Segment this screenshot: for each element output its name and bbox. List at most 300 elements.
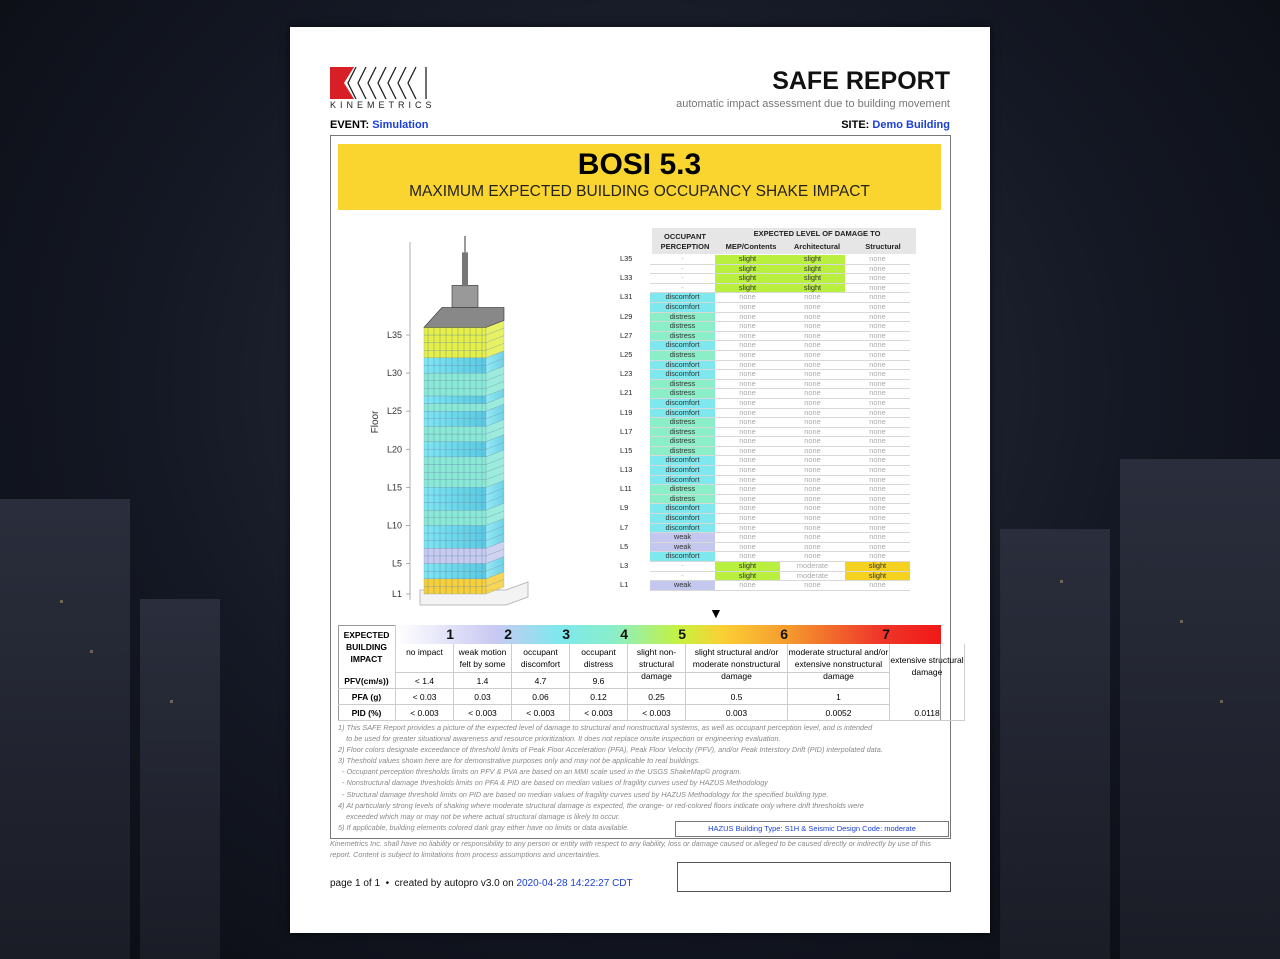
damage-cell: discomfort: [650, 552, 715, 562]
disclaimer: Kinemetrics Inc. shall have no liability or responsibility to any person or entity with respect to any liability, loss or damage caused or alleged to be caused directly or indirectly by use of this report. Content is subject to limitations from process assumptions and uncertainties.: [330, 839, 931, 859]
threshold-value: 0.03: [454, 689, 512, 705]
tower-floor-front: [424, 350, 486, 358]
damage-cell: -: [650, 274, 715, 284]
damage-cell: none: [845, 264, 910, 274]
damage-row: [620, 370, 910, 380]
damage-cell: none: [780, 370, 845, 380]
damage-row: [620, 581, 910, 591]
impact-level-number: 5: [678, 626, 686, 642]
damage-cell: none: [845, 523, 910, 533]
damage-cell: discomfort: [650, 360, 715, 370]
damage-cell: moderate: [780, 562, 845, 572]
damage-cell: none: [780, 533, 845, 543]
report-notes: [338, 722, 941, 833]
damage-cell: discomfort: [650, 523, 715, 533]
tower-floor-front: [424, 586, 486, 594]
note-line: 1) This SAFE Report provides a picture of the expected level of damage to structural and nonstructural systems, as well as occupant perception level, and is intended: [338, 723, 873, 732]
note-line: 2) Floor colors designate exceedance of threshold limits of Peak Floor Acceleration (PFA), Peak Floor Velocity (PFV), and/or Peak Interstory Drift (PID) interpolated data.: [338, 745, 883, 755]
damage-cell: none: [715, 485, 780, 495]
damage-row: [620, 350, 910, 360]
damage-cell: none: [780, 331, 845, 341]
col-structural: Structural: [865, 242, 901, 251]
damage-cell: -: [650, 283, 715, 293]
damage-cell: none: [780, 504, 845, 514]
damage-row: [620, 408, 910, 418]
damage-row: [620, 552, 910, 562]
level-label: L21: [620, 388, 633, 398]
damage-cell: none: [715, 456, 780, 466]
damage-cell: none: [715, 418, 780, 428]
damage-cell: none: [780, 552, 845, 562]
floor-tick-label: L15: [386, 482, 402, 493]
timestamp: 2020-04-28 14:22:27 CDT: [516, 878, 633, 889]
tower-floor-front: [424, 556, 486, 564]
tower-floor-front: [424, 343, 486, 351]
damage-cell: none: [845, 427, 910, 437]
threshold-value: 1.4: [454, 673, 512, 689]
damage-cell: slight: [780, 274, 845, 284]
damage-row: [620, 255, 910, 264]
damage-cell: none: [715, 475, 780, 485]
site-label: SITE:: [841, 119, 870, 131]
level-label: [620, 418, 650, 428]
damage-row: [620, 379, 910, 389]
level-label: L35: [620, 254, 633, 264]
threshold-value: < 0.03: [396, 689, 454, 705]
tower-floor-front: [424, 541, 486, 549]
damage-cell: distress: [650, 494, 715, 504]
damage-cell: distress: [650, 350, 715, 360]
damage-row: [620, 542, 910, 552]
damage-cell: none: [780, 466, 845, 476]
impact-description: slight structural and/or moderate nonstructural damage: [686, 644, 788, 673]
tower-mechanical-penthouse: [452, 285, 478, 307]
tower-floor-front: [424, 510, 486, 518]
damage-cell: none: [845, 466, 910, 476]
damage-cell: distress: [650, 312, 715, 322]
impact-description: slight non-structural damage: [628, 644, 686, 673]
pfvrow-label: PFV(cm/s)): [338, 673, 396, 689]
damage-cell: none: [715, 581, 780, 591]
threshold-value: 0.5: [686, 689, 788, 705]
floor-axis-title: Floor: [370, 410, 381, 434]
damage-cell: distress: [650, 485, 715, 495]
tower-crown: [424, 307, 504, 327]
damage-cell: none: [780, 485, 845, 495]
site-value: Demo Building: [872, 119, 950, 131]
damage-cell: distress: [650, 389, 715, 399]
tower-floor-front: [424, 327, 486, 335]
threshold-value: 4.7: [512, 673, 570, 689]
damage-row: [620, 533, 910, 543]
impact-description: occupant discomfort: [512, 644, 570, 673]
pfarow-label: PFA (g): [338, 689, 396, 705]
tower-floor-front: [424, 381, 486, 389]
footer: page 1 of 1 • created by autopro v3.0 on 2020-04-28 14:22:27 CDT: [330, 878, 633, 889]
impact-description: weak motion felt by some: [454, 644, 512, 673]
threshold-value: 9.6: [570, 673, 628, 689]
damage-cell: none: [715, 552, 780, 562]
damage-cell: distress: [650, 379, 715, 389]
damage-cell: none: [715, 293, 780, 303]
floor-tick-label: L35: [386, 330, 402, 340]
tower-floor-front: [424, 525, 486, 533]
damage-cell: distress: [650, 427, 715, 437]
tower-floor-front: [424, 388, 486, 396]
damage-cell: none: [780, 494, 845, 504]
impact-color-bar: [396, 625, 941, 644]
level-label: [620, 437, 650, 447]
damage-row: [620, 283, 910, 293]
damage-row: [620, 264, 910, 274]
tower-floor-front: [424, 518, 486, 526]
pfa-row: [338, 689, 890, 705]
damage-row: [620, 274, 910, 284]
level-label: L7: [620, 522, 629, 532]
damage-cell: none: [780, 437, 845, 447]
floor-tick-label: L10: [386, 520, 402, 531]
level-label: L11: [620, 484, 632, 494]
threshold-value: 1: [788, 689, 890, 705]
tower-floor-front: [424, 419, 486, 427]
report-page: [290, 27, 990, 933]
note-line: to be used for greater situational awareness and resource prioritization. It does not replace onsite inspection or engineering evaluation.: [338, 734, 781, 744]
damage-cell: none: [715, 379, 780, 389]
damage-cell: discomfort: [650, 456, 715, 466]
damage-cell: discomfort: [650, 514, 715, 524]
floor-tick-label: L20: [386, 444, 402, 455]
damage-cell: slight: [715, 274, 780, 284]
damage-cell: none: [780, 350, 845, 360]
damage-table: [620, 255, 910, 591]
threshold-value: 0.003: [686, 705, 788, 721]
damage-cell: none: [715, 466, 780, 476]
damage-cell: none: [715, 322, 780, 332]
damage-cell: none: [845, 274, 910, 284]
tower-floor-front: [424, 457, 486, 465]
tower-floor-front: [424, 564, 486, 572]
damage-cell: none: [845, 514, 910, 524]
level-label: L13: [620, 465, 633, 475]
level-label: L29: [620, 311, 633, 321]
damage-cell: distress: [650, 331, 715, 341]
damage-cell: none: [845, 398, 910, 408]
threshold-value: < 1.4: [396, 673, 454, 689]
note-line: - Occupant perception thresholds limits on PFV & PVA are based on an MMI scale used in the USGS ShakeMap© program.: [338, 767, 742, 777]
col-architectural: Architectural: [793, 242, 841, 251]
damage-row: [620, 341, 910, 351]
tower-floor-front: [424, 503, 486, 511]
tower-floor-front: [424, 373, 486, 381]
expected-impact-label: EXPECTED BUILDING IMPACT: [338, 625, 396, 673]
damage-row: [620, 494, 910, 504]
damage-cell: none: [845, 331, 910, 341]
damage-row: [620, 475, 910, 485]
damage-cell: slight: [780, 264, 845, 274]
threshold-value: [628, 673, 686, 689]
damage-cell: none: [715, 494, 780, 504]
damage-cell: none: [715, 398, 780, 408]
damage-cell: none: [715, 523, 780, 533]
damage-cell: none: [845, 293, 910, 303]
impact-level-number: 7: [882, 626, 890, 642]
note-line: 4) At particularly strong levels of shaking where moderate structural damage is expected, the orange- or red-colored floors indicate only where drift thresholds were: [338, 800, 864, 810]
damage-cell: none: [845, 389, 910, 399]
damage-cell: none: [845, 504, 910, 514]
damage-cell: none: [715, 542, 780, 552]
occupant-perception-header: OCCUPANT PERCEPTION: [652, 228, 718, 254]
damage-cell: distress: [650, 446, 715, 456]
hazus-info: HAZUS Building Type: S1H & Seismic Design Code: moderate: [675, 821, 949, 837]
damage-cell: none: [715, 408, 780, 418]
damage-cell: none: [780, 456, 845, 466]
damage-cell: discomfort: [650, 302, 715, 312]
damage-row: [620, 466, 910, 476]
damage-cell: weak: [650, 533, 715, 543]
damage-cell: slight: [780, 255, 845, 264]
tower-drawing: [420, 236, 528, 605]
damage-cell: -: [650, 264, 715, 274]
damage-cell: none: [845, 437, 910, 447]
level-label: L27: [620, 330, 633, 340]
damage-row: [620, 446, 910, 456]
damage-cell: distress: [650, 437, 715, 447]
level-label: [620, 302, 650, 312]
damage-row: [620, 312, 910, 322]
bosi-score: BOSI 5.3: [577, 148, 702, 181]
event-field: [330, 119, 428, 131]
damage-cell: discomfort: [650, 504, 715, 514]
damage-cell: none: [780, 322, 845, 332]
damage-cell: none: [845, 494, 910, 504]
damage-cell: slight: [780, 283, 845, 293]
damage-cell: none: [715, 350, 780, 360]
damage-cell: none: [780, 360, 845, 370]
threshold-value: 0.06: [512, 689, 570, 705]
damage-cell: none: [780, 514, 845, 524]
tower-floor-front: [424, 548, 486, 556]
damage-row: [620, 514, 910, 524]
level-label: L5: [620, 541, 629, 551]
bosi-subtitle: MAXIMUM EXPECTED BUILDING OCCUPANCY SHAKE IMPACT: [409, 183, 870, 200]
damage-cell: none: [845, 283, 910, 293]
tower-floor-front: [424, 571, 486, 579]
floor-tick-label: L25: [386, 406, 402, 417]
damage-cell: slight: [845, 571, 910, 581]
damage-row: [620, 322, 910, 332]
threshold-value: [788, 673, 890, 689]
tower-floor-front: [424, 533, 486, 541]
impact-level-number: 2: [504, 626, 512, 642]
tower-floor-front: [424, 472, 486, 480]
tower-floor-front: [424, 411, 486, 419]
report-title: SAFE REPORT: [772, 67, 950, 95]
damage-cell: none: [845, 408, 910, 418]
damage-row: [620, 293, 910, 303]
threshold-value: 0.0052: [788, 705, 890, 721]
level-label: L1: [620, 580, 629, 590]
damage-row: [620, 485, 910, 495]
tower-spire-base: [462, 252, 468, 286]
damage-cell: none: [780, 418, 845, 428]
tower-floor-front: [424, 465, 486, 473]
pfv-row: [338, 673, 890, 689]
damage-row: [620, 398, 910, 408]
col-mep-contents: MEP/Contents: [725, 242, 777, 251]
threshold-value: < 0.003: [512, 705, 570, 721]
damage-cell: none: [845, 418, 910, 428]
logo-wordmark: KINEMETRICS: [330, 100, 436, 110]
damage-cell: none: [780, 389, 845, 399]
tower-floor-front: [424, 396, 486, 404]
damage-cell: none: [845, 341, 910, 351]
impact-description: no impact: [396, 644, 454, 673]
site-field: [841, 119, 950, 131]
tower-floor-front: [424, 579, 486, 587]
damage-cell: none: [780, 408, 845, 418]
tower-floor-front: [424, 449, 486, 457]
damage-cell: none: [780, 446, 845, 456]
damage-cell: none: [845, 350, 910, 360]
damage-row: [620, 331, 910, 341]
note-line: - Nonstructural damage thresholds limits on PFA & PID are based on median values of fragility curves used by HAZUS Methodology: [338, 778, 768, 788]
impact-level-number: 6: [780, 626, 788, 642]
damage-cell: none: [715, 312, 780, 322]
damage-cell: none: [780, 341, 845, 351]
damage-cell: none: [845, 446, 910, 456]
level-label: [620, 533, 650, 543]
level-label: L33: [620, 273, 633, 283]
damage-cell: none: [780, 581, 845, 591]
damage-cell: none: [715, 302, 780, 312]
level-label: L23: [620, 369, 633, 379]
damage-cell: none: [715, 360, 780, 370]
threshold-value: < 0.003: [628, 705, 686, 721]
bosi-banner: [338, 144, 941, 210]
damage-cell: none: [780, 398, 845, 408]
damage-cell: none: [715, 341, 780, 351]
damage-cell: -: [650, 255, 715, 264]
damage-cell: none: [845, 322, 910, 332]
level-label: L31: [620, 292, 633, 302]
damage-cell: discomfort: [650, 293, 715, 303]
damage-cell: none: [715, 437, 780, 447]
damage-cell: discomfort: [650, 398, 715, 408]
damage-cell: none: [780, 379, 845, 389]
floor-ticks: [387, 330, 410, 599]
pid-row: [338, 705, 965, 721]
floor-tick-label: L5: [391, 558, 402, 569]
damage-cell: none: [780, 312, 845, 322]
damage-cell: none: [715, 370, 780, 380]
damage-cell: weak: [650, 542, 715, 552]
damage-cell: none: [845, 255, 910, 264]
damage-cell: none: [780, 523, 845, 533]
damage-cell: none: [845, 370, 910, 380]
building-floor-chart: [368, 232, 618, 612]
level-label: L9: [620, 503, 629, 513]
damage-row: [620, 437, 910, 447]
damage-row: [620, 504, 910, 514]
tower-floor-front: [424, 487, 486, 495]
page-count: page 1 of 1: [330, 878, 381, 889]
threshold-value: 0.0118: [890, 705, 965, 721]
damage-cell: slight: [715, 264, 780, 274]
damage-cell: slight: [715, 571, 780, 581]
damage-cell: none: [715, 446, 780, 456]
level-label: [620, 341, 650, 351]
note-line: - Structural damage threshold limits on PID are based on median values of fragility curves used by HAZUS Methodology for the specified building type.: [338, 789, 829, 799]
tower-floor-front: [424, 426, 486, 434]
damage-cell: none: [715, 389, 780, 399]
kinemetrics-logo-icon: [330, 67, 428, 99]
impact-description: moderate structural and/or extensive nonstructural damage: [788, 644, 890, 673]
damage-row: [620, 302, 910, 312]
damage-cell: discomfort: [650, 466, 715, 476]
damage-cell: none: [845, 485, 910, 495]
level-label: [620, 322, 650, 332]
threshold-value: < 0.003: [396, 705, 454, 721]
impact-description: extensive structural damage: [890, 644, 965, 721]
damage-cell: none: [845, 581, 910, 591]
threshold-value: < 0.003: [454, 705, 512, 721]
damage-cell: none: [715, 504, 780, 514]
damage-cell: none: [715, 427, 780, 437]
damage-cell: slight: [715, 255, 780, 264]
event-label: EVENT:: [330, 119, 370, 131]
tower-floor-front: [424, 480, 486, 488]
report-subtitle: automatic impact assessment due to building movement: [676, 98, 950, 110]
damage-cell: slight: [715, 562, 780, 572]
damage-cell: none: [780, 542, 845, 552]
damage-row: [620, 523, 910, 533]
pidrow-label: PID (%): [338, 705, 396, 721]
threshold-value: 0.12: [570, 689, 628, 705]
level-label: [620, 514, 650, 524]
note-line: 3) Theshold values shown here are for demonstrative purposes only and may not be applicable to real buildings.: [338, 756, 701, 766]
damage-cell: none: [845, 542, 910, 552]
damage-row: [620, 427, 910, 437]
created-by: created by autopro v3.0 on: [394, 878, 514, 889]
impact-description: occupant distress: [570, 644, 628, 673]
tower-floor-front: [424, 495, 486, 503]
damage-cell: discomfort: [650, 408, 715, 418]
damage-cell: none: [845, 302, 910, 312]
damage-cell: discomfort: [650, 341, 715, 351]
damage-cell: discomfort: [650, 370, 715, 380]
tower-floor-front: [424, 365, 486, 373]
damage-cell: none: [845, 360, 910, 370]
tower-floor-front: [424, 434, 486, 442]
level-label: L3: [620, 561, 629, 570]
damage-cell: distress: [650, 322, 715, 332]
damage-cell: -: [650, 562, 715, 572]
impact-level-number: 1: [446, 626, 454, 642]
damage-cell: none: [715, 331, 780, 341]
level-label: L17: [620, 426, 633, 436]
impact-level-number: 3: [562, 626, 570, 642]
damage-cell: none: [780, 302, 845, 312]
damage-cell: none: [715, 514, 780, 524]
damage-cell: none: [845, 533, 910, 543]
signature-box: [677, 862, 951, 892]
damage-cell: none: [845, 379, 910, 389]
damage-cell: none: [780, 427, 845, 437]
damage-row: [620, 389, 910, 399]
bosi-indicator-icon: ▼: [709, 605, 723, 621]
floor-tick-label: L1: [391, 589, 402, 599]
tower-floor-front: [424, 404, 486, 412]
